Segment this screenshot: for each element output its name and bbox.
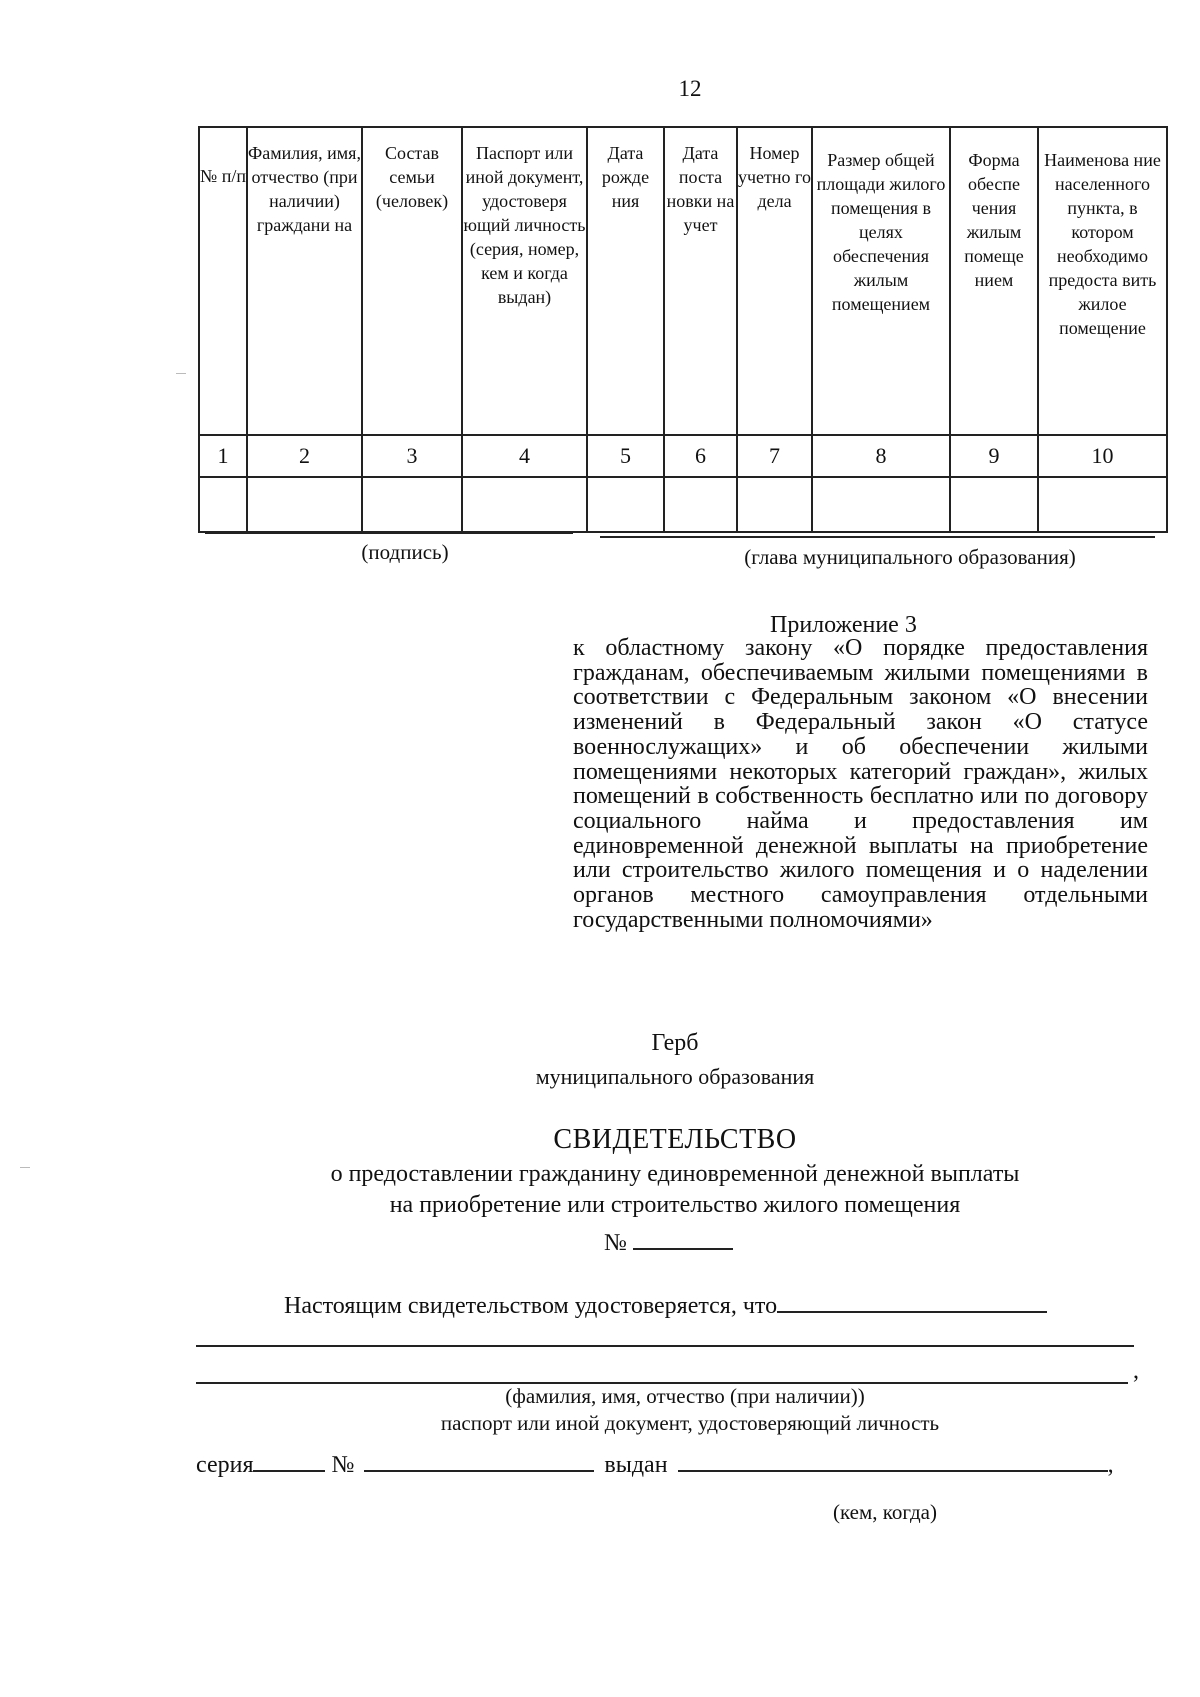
comma: , [1107, 1452, 1114, 1478]
appendix-text: к областному закону «О порядке предоставления гражданам, обеспечиваемым жилыми помещениями в соответствии с Федеральным законом «О внесении изменений в Федеральный закон «О статусе военнослужащих» и об обеспечении жилыми помещениями некоторых категорий граждан», жилых помещений в собственность бесплатно или по договору социального найма и предоставления им единовременной денежной выплаты на приобретение или строительство жилого помещения и о наделении органов местного самоуправления отдельными государственными полномочиями» [573, 635, 1148, 933]
number-cell: 4 [462, 435, 587, 477]
issued-label: выдан [604, 1452, 668, 1478]
empty-cell [664, 477, 737, 532]
header-cell: Номер учетно го дела [737, 127, 812, 435]
issued-caption: (кем, когда) [833, 1500, 937, 1524]
table-empty-row [199, 477, 1167, 532]
certificate-title: СВИДЕТЕЛЬСТВО [553, 1124, 797, 1155]
table-header-row [199, 127, 1167, 435]
passport-number-field[interactable] [364, 1448, 594, 1472]
register-table [198, 126, 1168, 533]
empty-cell [587, 477, 664, 532]
series-label: серия [196, 1452, 254, 1478]
empty-cell [950, 477, 1038, 532]
comma: , [1133, 1358, 1139, 1384]
empty-cell [737, 477, 812, 532]
header-cell: Форма обеспе чения жилым помеще нием [950, 127, 1038, 435]
header-cell: Дата поста новки на учет [664, 127, 737, 435]
empty-cell [362, 477, 462, 532]
signature-line [205, 532, 573, 534]
number-cell: 10 [1038, 435, 1167, 477]
empty-cell [1038, 477, 1167, 532]
certificate-subtitle: на приобретение или строительство жилого помещения [389, 1192, 961, 1218]
table-number-row [199, 435, 1167, 477]
certificate-number [604, 1226, 733, 1257]
appendix-title: Приложение 3 [770, 612, 917, 638]
fio-caption: (фамилия, имя, отчество (при наличии)) [505, 1384, 865, 1408]
header-cell: Состав семьи (человек) [362, 127, 462, 435]
passport-line [196, 1448, 1114, 1479]
number-cell: 6 [664, 435, 737, 477]
recipient-field[interactable] [777, 1289, 1047, 1313]
passport-no-label: № [331, 1452, 355, 1478]
number-cell: 8 [812, 435, 950, 477]
series-field[interactable] [253, 1448, 325, 1472]
header-cell: Дата рожде ния [587, 127, 664, 435]
empty-cell [812, 477, 950, 532]
header-cell: Фамилия, имя, отчество (при наличии) граждани на [247, 127, 362, 435]
emblem-caption: муниципального образования [535, 1064, 815, 1089]
scan-mark [176, 373, 186, 374]
issued-by-field[interactable] [678, 1448, 1108, 1472]
signature-caption: (подпись) [361, 540, 449, 564]
page-number: 12 [678, 76, 702, 101]
emblem-label: Герб [651, 1030, 699, 1056]
empty-cell [247, 477, 362, 532]
header-cell: Размер общей площади жилого помещения в целях обеспечения жилым помещением [812, 127, 950, 435]
number-label: № [604, 1230, 627, 1256]
scan-mark [20, 1167, 30, 1168]
number-cell: 3 [362, 435, 462, 477]
certificate-subtitle: о предоставлении гражданину единовременной денежной выплаты [330, 1161, 1020, 1187]
passport-caption: паспорт или иной документ, удостоверяющий личность [440, 1411, 940, 1435]
statement-text: Настоящим свидетельством удостоверяется, что [284, 1293, 778, 1319]
number-cell: 1 [199, 435, 247, 477]
empty-cell [199, 477, 247, 532]
header-cell: № п/п [199, 127, 247, 435]
number-cell: 2 [247, 435, 362, 477]
number-cell: 7 [737, 435, 812, 477]
number-field[interactable] [633, 1226, 733, 1250]
number-cell: 5 [587, 435, 664, 477]
number-cell: 9 [950, 435, 1038, 477]
head-signature-line [600, 536, 1155, 538]
header-cell: Наименова ние населенного пункта, в котором необходимо предоста вить жилое помещение [1038, 127, 1167, 435]
recipient-field-line-2[interactable] [196, 1345, 1134, 1347]
head-caption: (глава муниципального образования) [744, 545, 1076, 569]
statement-line [284, 1289, 1047, 1320]
empty-cell [462, 477, 587, 532]
header-cell: Паспорт или иной документ, удостоверя ющий личность (серия, номер, кем и когда выдан) [462, 127, 587, 435]
